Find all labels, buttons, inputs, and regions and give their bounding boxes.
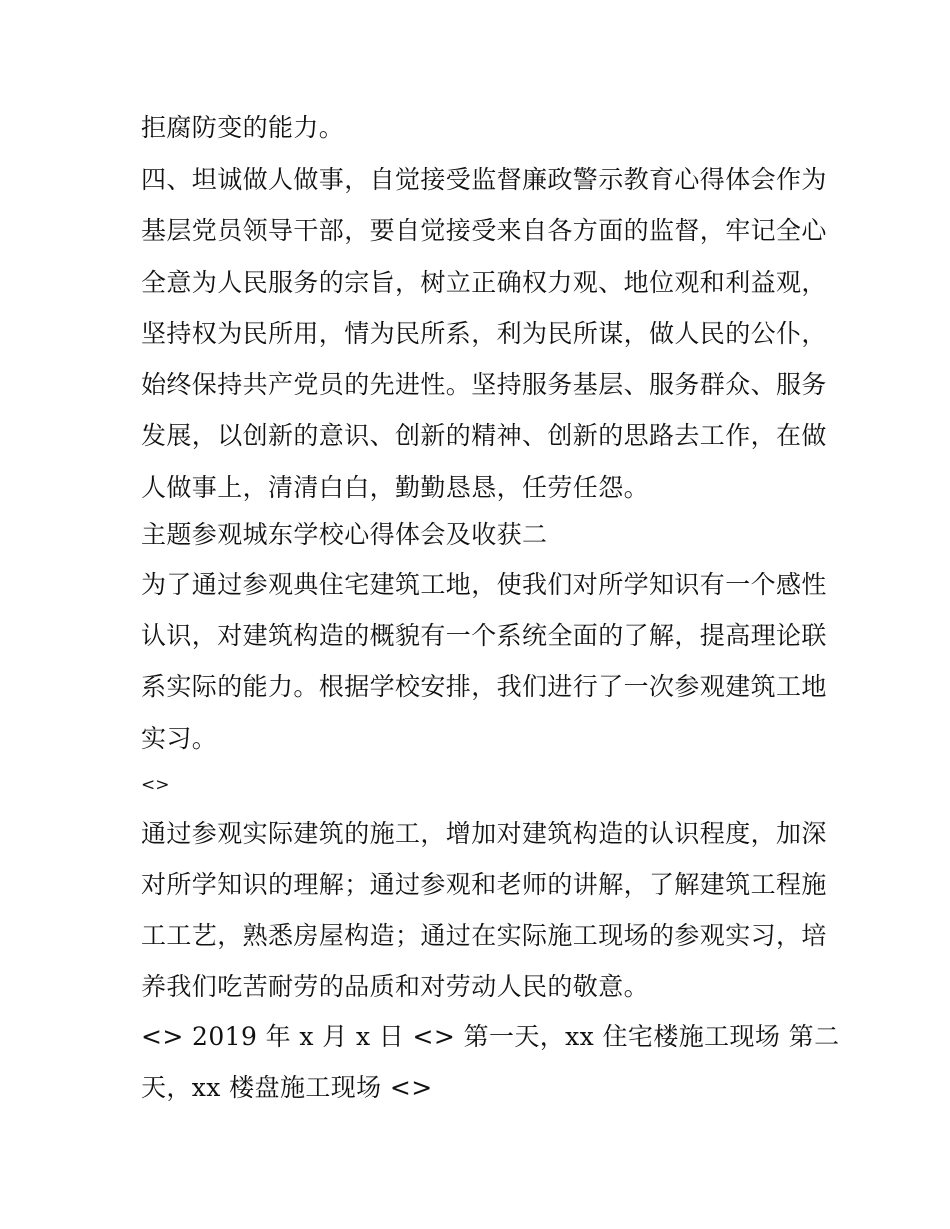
text-line: 人做事上，清清白白，勤勤恳恳，任劳任怨。 (141, 473, 650, 502)
text-line: 为了通过参观典住宅建筑工地，使我们对所学知识有一个感性 (141, 570, 827, 599)
text-line: 基层党员领导干部，要自觉接受来自各方面的监督，牢记全心 (141, 216, 827, 245)
schedule-line: <> 2019 年 x 月 x 日 <> 第一天，xx 住宅楼施工现场 第二 (141, 1022, 840, 1051)
text-line: 工工艺，熟悉房屋构造；通过在实际施工现场的参观实习，培 (141, 921, 827, 950)
text-line: 发展，以创新的意识、创新的精神、创新的思路去工作，在做 (141, 421, 827, 450)
text-line: 系实际的能力。根据学校安排，我们进行了一次参观建筑工地 (141, 672, 827, 701)
article-title: 主题参观城东学校心得体会及收获二 (141, 520, 548, 549)
text-line: 养我们吃苦耐劳的品质和对劳动人民的敬意。 (141, 972, 650, 1001)
text-line: 拒腐防变的能力。 (141, 113, 345, 142)
placeholder-marker: <> (141, 775, 170, 795)
text-line: 始终保持共产党员的先进性。坚持服务基层、服务群众、服务 (141, 370, 827, 399)
section-heading-line: 四、坦诚做人做事，自觉接受监督廉政警示教育心得体会作为 (141, 165, 827, 194)
text-line: 实习。 (141, 724, 218, 753)
text-line: 坚持权为民所用，情为民所系，利为民所谋，做人民的公仆， (141, 319, 827, 348)
text-line: 全意为人民服务的宗旨，树立正确权力观、地位观和利益观， (141, 268, 827, 297)
text-line: 对所学知识的理解；通过参观和老师的讲解，了解建筑工程施 (141, 870, 827, 899)
text-line: 认识，对建筑构造的概貌有一个系统全面的了解，提高理论联 (141, 621, 827, 650)
schedule-line: 天，xx 楼盘施工现场 <> (141, 1073, 433, 1102)
text-line: 通过参观实际建筑的施工，增加对建筑构造的认识程度，加深 (141, 819, 827, 848)
